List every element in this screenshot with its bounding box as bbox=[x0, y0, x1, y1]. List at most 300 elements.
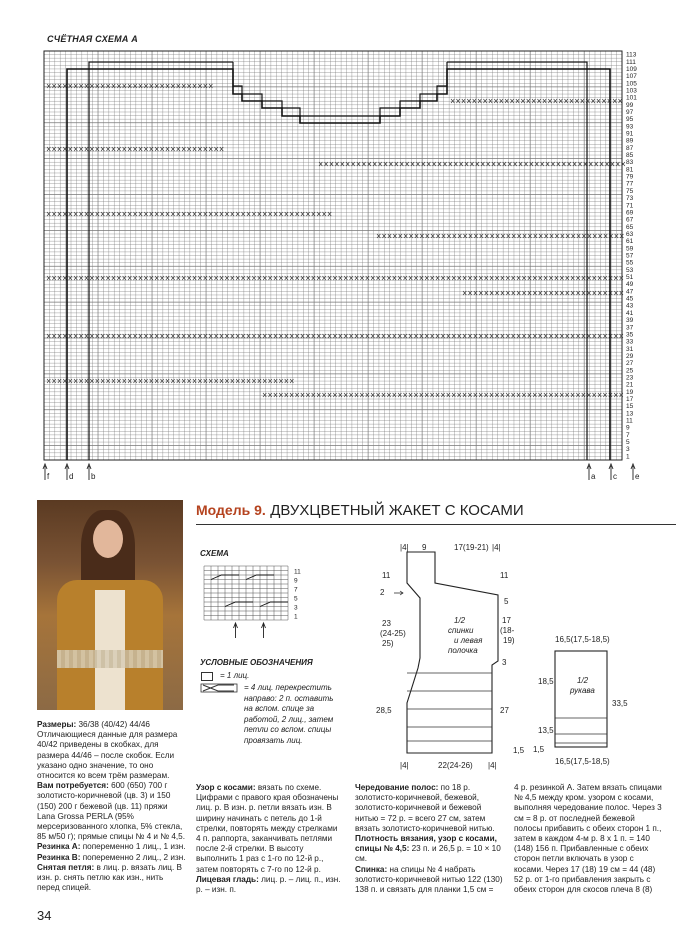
x-mark bbox=[371, 276, 374, 280]
knit-symbol-icon bbox=[201, 672, 213, 681]
row-number: 99 bbox=[626, 101, 634, 109]
x-mark bbox=[301, 276, 304, 280]
edge-value: в лиц. р. вязать лиц. В изн. р. снять петлю как изн., нить перед спицей. bbox=[37, 862, 183, 893]
x-mark bbox=[101, 147, 104, 151]
stitch-marker-row bbox=[47, 147, 223, 151]
dimension-label: 22(24-26) bbox=[438, 761, 473, 770]
back-label: Спинка: bbox=[355, 864, 388, 874]
x-mark bbox=[490, 276, 493, 280]
dimension-label: и левая bbox=[454, 636, 483, 645]
x-mark bbox=[533, 276, 536, 280]
row-number: 89 bbox=[626, 137, 634, 145]
x-mark bbox=[570, 99, 573, 103]
x-mark bbox=[511, 393, 514, 397]
x-mark bbox=[522, 276, 525, 280]
x-mark bbox=[479, 291, 482, 295]
row-number: 33 bbox=[626, 338, 634, 346]
dimension-label: 25) bbox=[382, 639, 394, 648]
x-mark bbox=[182, 276, 185, 280]
x-mark bbox=[193, 84, 196, 88]
x-mark bbox=[447, 393, 450, 397]
x-mark bbox=[333, 393, 336, 397]
legend-cable: = 4 лиц. перекрестить направо: 2 п. оставить на вспом. спице за работой, 2 лиц., затем петли со вспом. спицы провязать лиц. bbox=[244, 683, 334, 745]
stockinette-label: Лицевая гладь: bbox=[196, 874, 259, 884]
x-mark bbox=[350, 276, 353, 280]
photo-face bbox=[93, 520, 123, 558]
x-mark bbox=[177, 84, 180, 88]
x-mark bbox=[587, 291, 590, 295]
x-mark bbox=[533, 291, 536, 295]
x-mark bbox=[106, 147, 109, 151]
scheme-title: СХЕМА bbox=[200, 549, 229, 558]
x-mark bbox=[452, 393, 455, 397]
row-number: 49 bbox=[626, 281, 634, 289]
gauge-label: Плотность вязания, узор с косами, спицы № 4,5: bbox=[355, 834, 497, 854]
x-mark bbox=[112, 147, 115, 151]
x-mark bbox=[456, 99, 459, 103]
x-mark bbox=[483, 99, 486, 103]
x-mark bbox=[69, 147, 72, 151]
sleeve-piece bbox=[555, 651, 607, 747]
x-mark bbox=[155, 147, 158, 151]
x-mark bbox=[393, 276, 396, 280]
x-mark bbox=[101, 84, 104, 88]
scheme-row-number: 3 bbox=[294, 604, 298, 612]
x-mark bbox=[376, 393, 379, 397]
x-mark bbox=[560, 393, 563, 397]
x-mark bbox=[133, 84, 136, 88]
x-mark bbox=[539, 291, 542, 295]
x-mark bbox=[306, 393, 309, 397]
x-mark bbox=[144, 147, 147, 151]
x-mark bbox=[74, 276, 77, 280]
x-mark bbox=[96, 276, 99, 280]
row-number: 103 bbox=[626, 87, 637, 95]
x-mark bbox=[559, 99, 562, 103]
x-mark bbox=[549, 291, 552, 295]
dimension-label: 27 bbox=[500, 706, 509, 715]
x-mark bbox=[177, 276, 180, 280]
x-mark bbox=[474, 291, 477, 295]
stitch-marker-row bbox=[47, 84, 212, 88]
x-mark bbox=[182, 147, 185, 151]
x-mark bbox=[160, 276, 163, 280]
x-mark bbox=[74, 84, 77, 88]
x-mark bbox=[101, 276, 104, 280]
x-mark bbox=[69, 276, 72, 280]
x-mark bbox=[349, 393, 352, 397]
x-mark bbox=[198, 147, 201, 151]
dimension-label: 17 bbox=[502, 616, 511, 625]
model-header bbox=[196, 502, 676, 525]
x-mark bbox=[528, 276, 531, 280]
x-mark bbox=[425, 393, 428, 397]
x-mark bbox=[548, 99, 551, 103]
x-mark bbox=[489, 99, 492, 103]
x-mark bbox=[285, 393, 288, 397]
x-mark bbox=[69, 84, 72, 88]
x-mark bbox=[290, 276, 293, 280]
scheme-row-number: 5 bbox=[294, 595, 298, 603]
x-mark bbox=[490, 393, 493, 397]
x-mark bbox=[85, 147, 88, 151]
dimension-label: |4| bbox=[488, 761, 497, 770]
scheme-row-number: 11 bbox=[294, 568, 301, 576]
x-mark bbox=[382, 393, 385, 397]
x-mark bbox=[171, 84, 174, 88]
x-mark bbox=[236, 276, 239, 280]
row-number: 69 bbox=[626, 209, 634, 217]
x-mark bbox=[522, 393, 525, 397]
stitch-marker-row bbox=[451, 99, 622, 103]
x-mark bbox=[301, 393, 304, 397]
x-mark bbox=[494, 99, 497, 103]
row-number: 77 bbox=[626, 180, 634, 188]
dimension-label: 1/2 bbox=[577, 676, 589, 685]
x-mark bbox=[544, 276, 547, 280]
row-number: 93 bbox=[626, 123, 634, 131]
x-mark bbox=[468, 393, 471, 397]
legend-knit: = 1 лиц. bbox=[220, 671, 250, 680]
x-mark bbox=[258, 276, 261, 280]
scheme-row-number: 7 bbox=[294, 586, 298, 594]
row-number: 3 bbox=[626, 446, 630, 454]
x-mark bbox=[117, 276, 120, 280]
cable-value: вязать по схеме. Цифрами с правого края обозначены лиц. р. В изн. р. петли вязать изн. В ширину начинать с петель до 1-й стрелки, повторять между стрелками 4 п. раппорта, заканчивать петлями после 2-й стрелки. В высоту выполнить 1 раз с 1-го по 12-й р., затем повторять с 7-го по 12-й р. bbox=[196, 783, 339, 874]
x-mark bbox=[355, 393, 358, 397]
cable-symbol-icon bbox=[200, 683, 240, 695]
materials-label: Вам потребуется: bbox=[37, 781, 109, 791]
dimension-label: 5 bbox=[504, 597, 509, 606]
x-mark bbox=[155, 276, 158, 280]
scheme-row-number: 9 bbox=[294, 577, 298, 585]
dimension-label: спинки bbox=[448, 626, 474, 635]
x-mark bbox=[63, 84, 66, 88]
x-mark bbox=[436, 276, 439, 280]
x-mark bbox=[193, 147, 196, 151]
x-mark bbox=[263, 393, 266, 397]
row-number: 75 bbox=[626, 187, 634, 195]
x-mark bbox=[290, 393, 293, 397]
x-mark bbox=[591, 99, 594, 103]
x-mark bbox=[566, 276, 569, 280]
x-mark bbox=[58, 147, 61, 151]
x-mark bbox=[463, 393, 466, 397]
dimension-label: 11 bbox=[382, 571, 391, 580]
x-mark bbox=[150, 147, 153, 151]
x-mark bbox=[576, 276, 579, 280]
x-mark bbox=[528, 291, 531, 295]
x-mark bbox=[555, 291, 558, 295]
dimension-label: 1,5 bbox=[513, 746, 525, 755]
row-number: 13 bbox=[626, 410, 634, 418]
x-mark bbox=[555, 393, 558, 397]
x-mark bbox=[479, 276, 482, 280]
row-number: 61 bbox=[626, 238, 634, 246]
x-mark bbox=[247, 276, 250, 280]
x-mark bbox=[317, 276, 320, 280]
x-mark bbox=[371, 393, 374, 397]
x-mark bbox=[598, 291, 601, 295]
x-mark bbox=[187, 276, 190, 280]
x-mark bbox=[160, 147, 163, 151]
gauge-value: 23 п. и 26,5 р. = 10 × 10 см. bbox=[355, 844, 501, 864]
x-mark bbox=[458, 276, 461, 280]
row-number: 83 bbox=[626, 159, 634, 167]
x-mark bbox=[603, 393, 606, 397]
x-mark bbox=[128, 276, 131, 280]
x-mark bbox=[473, 99, 476, 103]
row-number: 47 bbox=[626, 288, 634, 296]
x-mark bbox=[182, 84, 185, 88]
row-number: 79 bbox=[626, 173, 634, 181]
row-number: 39 bbox=[626, 317, 634, 325]
row-number: 19 bbox=[626, 388, 634, 396]
x-mark bbox=[576, 393, 579, 397]
x-mark bbox=[90, 276, 93, 280]
row-number: 29 bbox=[626, 352, 634, 360]
x-mark bbox=[279, 276, 282, 280]
x-mark bbox=[474, 276, 477, 280]
stripes-label: Чередование полос: bbox=[355, 783, 439, 792]
x-mark bbox=[517, 393, 520, 397]
row-number: 91 bbox=[626, 130, 634, 138]
row-number: 9 bbox=[626, 424, 630, 432]
x-mark bbox=[501, 393, 504, 397]
x-mark bbox=[512, 291, 515, 295]
row-number: 73 bbox=[626, 195, 634, 203]
x-mark bbox=[544, 291, 547, 295]
x-mark bbox=[225, 276, 228, 280]
x-mark bbox=[484, 393, 487, 397]
x-mark bbox=[117, 84, 120, 88]
x-mark bbox=[495, 291, 498, 295]
dimension-label: (24-25) bbox=[380, 629, 406, 638]
sizes-label: Размеры: bbox=[37, 720, 77, 729]
row-number: 109 bbox=[626, 65, 637, 73]
dimension-label: 16,5(17,5-18,5) bbox=[555, 635, 610, 644]
x-mark bbox=[366, 393, 369, 397]
x-mark bbox=[166, 84, 169, 88]
x-mark bbox=[47, 276, 50, 280]
x-mark bbox=[576, 291, 579, 295]
x-mark bbox=[528, 393, 531, 397]
x-mark bbox=[193, 276, 196, 280]
x-mark bbox=[564, 99, 567, 103]
x-mark bbox=[441, 393, 444, 397]
x-mark bbox=[382, 276, 385, 280]
x-mark bbox=[593, 276, 596, 280]
x-mark bbox=[512, 276, 515, 280]
x-mark bbox=[112, 84, 115, 88]
x-mark bbox=[598, 393, 601, 397]
x-mark bbox=[85, 84, 88, 88]
x-mark bbox=[403, 393, 406, 397]
pattern-schematic bbox=[350, 538, 680, 773]
x-mark bbox=[52, 276, 55, 280]
x-mark bbox=[593, 291, 596, 295]
x-mark bbox=[571, 276, 574, 280]
x-mark bbox=[490, 291, 493, 295]
x-mark bbox=[187, 147, 190, 151]
x-mark bbox=[603, 276, 606, 280]
dimension-label: 9 bbox=[422, 543, 427, 552]
x-mark bbox=[506, 291, 509, 295]
dimension-label: |4| bbox=[400, 543, 409, 552]
x-mark bbox=[431, 276, 434, 280]
x-mark bbox=[409, 276, 412, 280]
row-number: 65 bbox=[626, 223, 634, 231]
x-mark bbox=[74, 147, 77, 151]
x-mark bbox=[495, 276, 498, 280]
x-mark bbox=[398, 393, 401, 397]
x-mark bbox=[63, 147, 66, 151]
dimension-label: |4| bbox=[492, 543, 501, 552]
stitch-marker-row bbox=[319, 162, 625, 166]
dimension-label: |4| bbox=[400, 761, 409, 770]
x-mark bbox=[274, 276, 277, 280]
x-mark bbox=[366, 276, 369, 280]
x-mark bbox=[312, 276, 315, 280]
x-mark bbox=[133, 276, 136, 280]
model-photo bbox=[37, 500, 183, 710]
x-mark bbox=[420, 276, 423, 280]
x-mark bbox=[177, 147, 180, 151]
dimension-label: 2 bbox=[380, 588, 385, 597]
x-mark bbox=[420, 393, 423, 397]
row-number: 17 bbox=[626, 396, 634, 404]
x-mark bbox=[571, 393, 574, 397]
x-mark bbox=[209, 84, 212, 88]
marker-label: e bbox=[635, 472, 640, 481]
x-mark bbox=[204, 84, 207, 88]
x-mark bbox=[123, 147, 126, 151]
x-mark bbox=[328, 276, 331, 280]
row-number: 35 bbox=[626, 331, 634, 339]
x-mark bbox=[501, 291, 504, 295]
marker-label: a bbox=[591, 472, 596, 481]
x-mark bbox=[479, 393, 482, 397]
x-mark bbox=[90, 84, 93, 88]
page-number: 34 bbox=[37, 908, 52, 923]
x-mark bbox=[106, 84, 109, 88]
stockinette-value: лиц. р. – лиц. п., изн. р. – изн. п. bbox=[196, 874, 341, 895]
x-mark bbox=[139, 147, 142, 151]
x-mark bbox=[47, 147, 50, 151]
x-mark bbox=[123, 276, 126, 280]
x-mark bbox=[209, 276, 212, 280]
x-mark bbox=[47, 84, 50, 88]
x-mark bbox=[274, 393, 277, 397]
row-number: 11 bbox=[626, 417, 633, 425]
x-mark bbox=[312, 393, 315, 397]
x-mark bbox=[144, 276, 147, 280]
x-mark bbox=[79, 84, 82, 88]
row-number: 63 bbox=[626, 230, 634, 238]
x-mark bbox=[187, 84, 190, 88]
dimension-label: 1,5 bbox=[533, 745, 545, 754]
row-number: 5 bbox=[626, 439, 630, 447]
scheme-row-number: 1 bbox=[294, 613, 298, 621]
row-number: 111 bbox=[626, 58, 636, 66]
x-mark bbox=[452, 276, 455, 280]
x-mark bbox=[144, 84, 147, 88]
marker-label: b bbox=[91, 472, 96, 481]
x-mark bbox=[587, 393, 590, 397]
cable-scheme bbox=[200, 560, 330, 640]
x-mark bbox=[533, 393, 536, 397]
sizes-block bbox=[37, 720, 187, 893]
x-mark bbox=[571, 291, 574, 295]
x-mark bbox=[506, 393, 509, 397]
x-mark bbox=[467, 99, 470, 103]
row-number: 113 bbox=[626, 51, 637, 59]
dimension-label: 19) bbox=[503, 636, 515, 645]
x-mark bbox=[204, 147, 207, 151]
x-mark bbox=[387, 276, 390, 280]
x-mark bbox=[387, 393, 390, 397]
x-mark bbox=[160, 84, 163, 88]
col4-text: 4 р. резинкой А. Затем вязать спицами № 4,5 между кром. узором с косами, выполняя чередование полос. Через 3 см = 8 р. от последней бежевой полосы прибавить с обеих сторон 1 п., затем в каждом 4-м р. 8 х 1 п. = 140 (148) 156 п. Прибавленные с обеих сторон петли включать в узор с косами. Через 17 (18) 19 см = 44 (48) 52 р. от 1-го прибавления закрыть с обеих сторон для скосов плеча 8 (8) bbox=[514, 783, 662, 895]
column-3 bbox=[355, 783, 503, 895]
row-number: 107 bbox=[626, 73, 637, 81]
x-mark bbox=[79, 276, 82, 280]
x-mark bbox=[451, 99, 454, 103]
x-mark bbox=[582, 393, 585, 397]
x-mark bbox=[328, 393, 331, 397]
x-mark bbox=[430, 393, 433, 397]
x-mark bbox=[204, 276, 207, 280]
rib-a-label: Резинка А: bbox=[37, 842, 81, 852]
x-mark bbox=[414, 393, 417, 397]
sizes-value: 36/38 (40/42) 44/46 bbox=[76, 720, 150, 729]
x-mark bbox=[485, 276, 488, 280]
dimension-label: (18- bbox=[500, 626, 515, 635]
x-mark bbox=[587, 276, 590, 280]
x-mark bbox=[603, 291, 606, 295]
column-2 bbox=[196, 783, 344, 895]
x-mark bbox=[538, 393, 541, 397]
x-mark bbox=[198, 84, 201, 88]
x-mark bbox=[462, 99, 465, 103]
row-number: 67 bbox=[626, 216, 634, 224]
legend-title: УСЛОВНЫЕ ОБОЗНАЧЕНИЯ bbox=[200, 658, 313, 667]
marker-label: c bbox=[613, 472, 617, 481]
x-mark bbox=[544, 393, 547, 397]
stripes-value: по 18 р. золотисто-коричневой, бежевой, золотисто-коричневой и бежевой нитью = 72 р. = всего 27 см, затем вязать золотисто-коричневой нитью. bbox=[355, 783, 495, 833]
x-mark bbox=[398, 276, 401, 280]
row-number: 87 bbox=[626, 144, 634, 152]
row-number: 21 bbox=[626, 381, 634, 389]
x-mark bbox=[171, 276, 174, 280]
x-mark bbox=[441, 276, 444, 280]
x-mark bbox=[566, 291, 569, 295]
shape-outline-inner bbox=[89, 62, 587, 460]
row-number: 43 bbox=[626, 302, 634, 310]
arrow-icon bbox=[394, 591, 403, 595]
dimension-label: 1/2 bbox=[454, 616, 466, 625]
cable-label: Узор с косами: bbox=[196, 783, 256, 792]
x-mark bbox=[339, 276, 342, 280]
x-mark bbox=[468, 276, 471, 280]
x-mark bbox=[209, 147, 212, 151]
x-mark bbox=[123, 84, 126, 88]
x-mark bbox=[360, 276, 363, 280]
x-mark bbox=[360, 393, 363, 397]
stitch-marker-row bbox=[47, 276, 623, 280]
x-mark bbox=[436, 393, 439, 397]
dimension-label: 17(19-21) bbox=[454, 543, 489, 552]
